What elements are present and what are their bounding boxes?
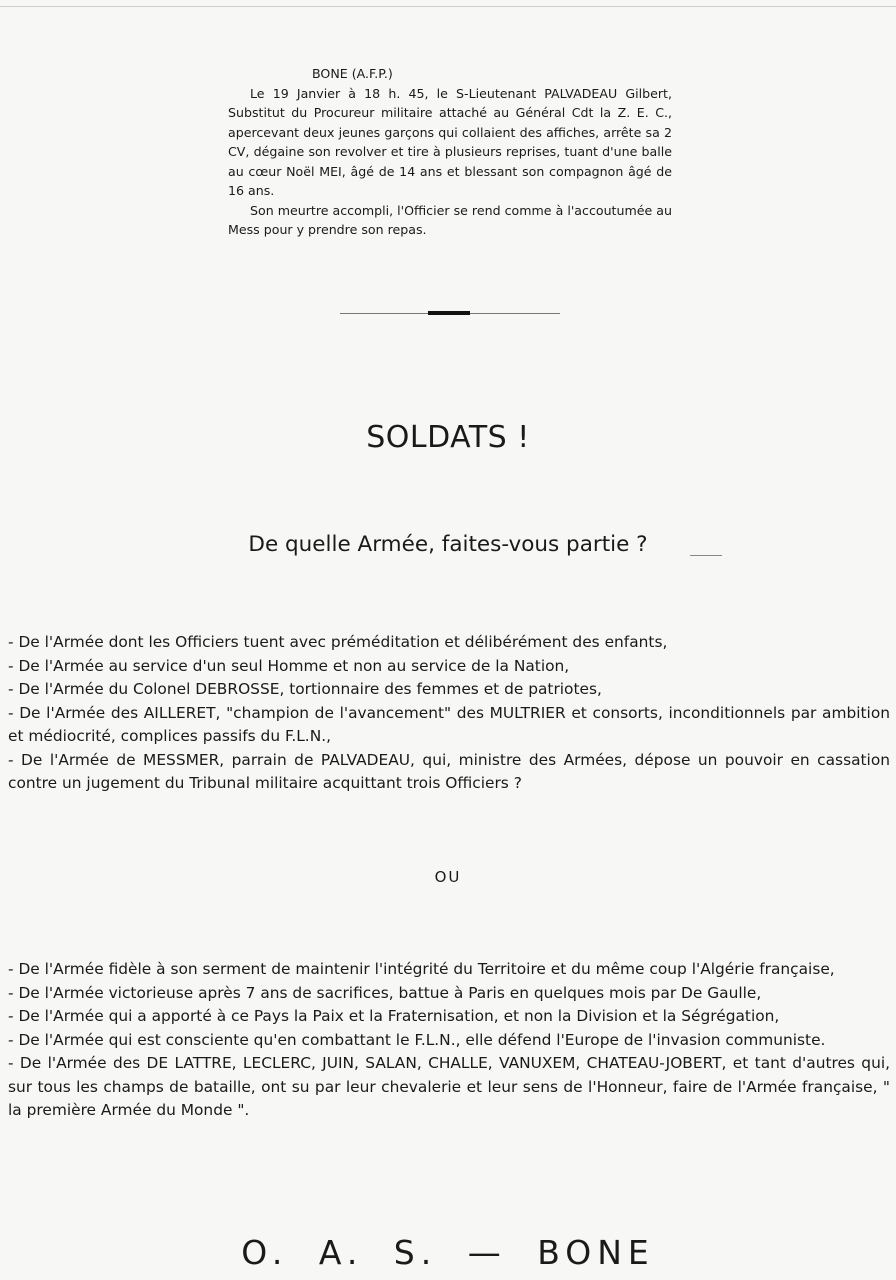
section-divider	[340, 313, 560, 314]
dispatch-paragraph-1: Le 19 Janvier à 18 h. 45, le S-Lieutenant PALVADEAU Gilbert, Substitut du Procureur militaire attaché au Général Cdt la Z. E. C., apercevant deux jeunes garçons qui collaient des affiches, arrête sa 2 CV, dégaine son revolver et tire à plusieurs reprises, tuant d'une balle au cœur Noël MEI, âgé de 14 ans et blessant son compagnon âgé de 16 ans.	[228, 85, 672, 198]
first-army-list	[8, 631, 890, 796]
list-item: - De l'Armée dont les Officiers tuent avec préméditation et délibérément des enfants,	[8, 633, 668, 651]
list-item: - De l'Armée des AILLERET, "champion de l'avancement" des MULTRIER et consorts, inconditionnels par ambition et médiocrité, complices passifs du F.L.N.,	[8, 703, 890, 745]
list-item: - De l'Armée des DE LATTRE, LECLERC, JUIN, SALAN, CHALLE, VANUXEM, CHATEAU-JOBERT, et tant d'autres qui, sur tous les champs de bataille, ont su par leur chevalerie et leur sens de l'Honneur, faire de l'Armée française, " la première Armée du Monde ".	[8, 1054, 890, 1119]
or-separator: OU	[434, 868, 462, 886]
signature: O. A. S. — BONE	[241, 1233, 655, 1272]
dispatch-paragraph-2: Son meurtre accompli, l'Officier se rend comme à l'accoutumée au Mess pour y prendre son repas.	[228, 202, 672, 237]
page-top-edge	[0, 6, 896, 7]
dispatch-header: BONE (A.F.P.)	[312, 66, 393, 81]
list-item: - De l'Armée qui a apporté à ce Pays la Paix et la Fraternisation, et non la Division et la Ségrégation,	[8, 1007, 780, 1025]
divider-accent	[428, 311, 470, 315]
list-item: - De l'Armée au service d'un seul Homme et non au service de la Nation,	[8, 656, 570, 675]
afp-dispatch	[228, 64, 672, 240]
list-item: - De l'Armée victorieuse après 7 ans de sacrifices, battue à Paris en quelques mois par De Gaulle,	[8, 983, 762, 1002]
page-title: SOLDATS !	[366, 420, 530, 455]
list-item: - De l'Armée qui est consciente qu'en combattant le F.L.N., elle défend l'Europe de l'invasion communiste.	[8, 1030, 826, 1049]
list-item: - De l'Armée fidèle à son serment de maintenir l'intégrité du Territoire et du même coup l'Algérie française,	[8, 960, 835, 978]
question-trailing-line	[690, 555, 722, 556]
second-army-list	[8, 958, 890, 1123]
question-heading: De quelle Armée, faites-vous partie ?	[248, 532, 648, 557]
list-item: - De l'Armée de MESSMER, parrain de PALVADEAU, qui, ministre des Armées, dépose un pouvoir en cassation contre un jugement du Tribunal militaire acquittant trois Officiers ?	[8, 750, 890, 792]
list-item: - De l'Armée du Colonel DEBROSSE, tortionnaire des femmes et de patriotes,	[8, 680, 602, 698]
